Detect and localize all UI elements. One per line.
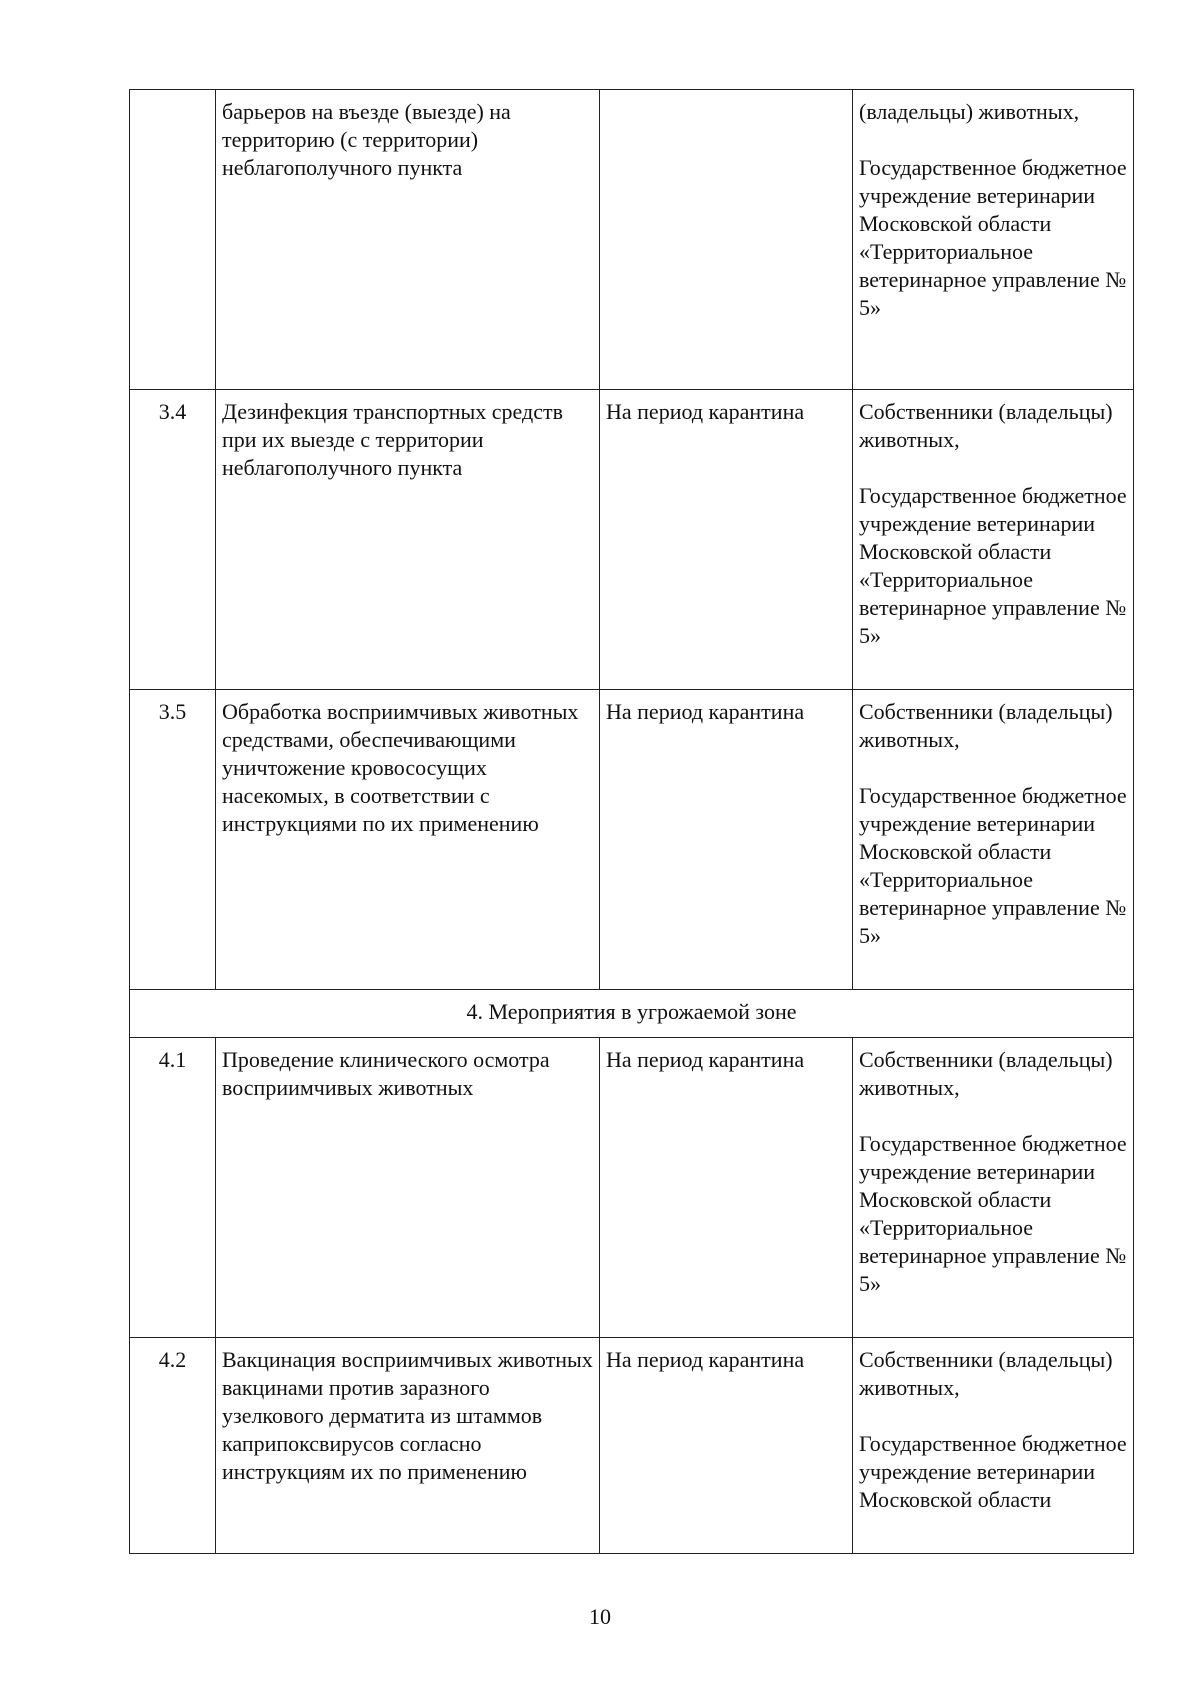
row-number-cell [130,90,216,390]
activity-cell: Обработка восприимчивых животных средствами, обеспечивающими уничтожение кровососущих насекомых, в соответствии с инструкциями по их применению [216,690,600,990]
activity-cell: барьеров на въезде (выезде) на территорию (с территории) неблагополучного пункта [216,90,600,390]
responsible-cell [853,90,1134,390]
responsible-organization: Государственное бюджетное учреждение ветеринарии Московской области «Территориальное ветеринарное управление № 5» [859,783,1127,948]
table-row [130,690,1134,990]
row-number-cell: 3.5 [130,690,216,990]
responsible-organization: Государственное бюджетное учреждение ветеринарии Московской области «Территориальное ветеринарное управление № 5» [859,483,1127,648]
table-row [130,90,1134,390]
period-cell: На период карантина [600,1338,853,1554]
row-number-cell: 4.1 [130,1038,216,1338]
table-row [130,390,1134,690]
responsible-organization: Государственное бюджетное учреждение ветеринарии Московской области «Территориальное ветеринарное управление № 5» [859,1131,1127,1296]
section-header: 4. Мероприятия в угрожаемой зоне [130,990,1134,1038]
period-cell: На период карантина [600,1038,853,1338]
period-cell: На период карантина [600,690,853,990]
table-row [130,1338,1134,1554]
period-cell: На период карантина [600,390,853,690]
table-row [130,1038,1134,1338]
responsible-owners: Собственники (владельцы) животных, [859,1347,1113,1400]
responsible-owners: Собственники (владельцы) животных, [859,399,1113,452]
responsible-owners: Собственники (владельцы) животных, [859,1047,1113,1100]
responsible-organization: Государственное бюджетное учреждение ветеринарии Московской области «Территориальное ветеринарное управление № 5» [859,155,1127,320]
activity-cell: Вакцинация восприимчивых животных вакцинами против заразного узелкового дерматита из штаммов каприпоксвирусов согласно инструкциям их по применению [216,1338,600,1554]
responsible-cell [853,1338,1134,1554]
row-number-cell: 4.2 [130,1338,216,1554]
responsible-cell [853,390,1134,690]
responsible-cell [853,690,1134,990]
period-cell [600,90,853,390]
responsible-owners: Собственники (владельцы) животных, [859,699,1113,752]
responsible-organization: Государственное бюджетное учреждение ветеринарии Московской области [859,1431,1127,1512]
section-header-row [130,990,1134,1038]
activity-cell: Проведение клинического осмотра восприимчивых животных [216,1038,600,1338]
responsible-cell [853,1038,1134,1338]
measures-table [129,89,1134,1554]
responsible-owners: (владельцы) животных, [859,99,1080,124]
row-number-cell: 3.4 [130,390,216,690]
activity-cell: Дезинфекция транспортных средств при их выезде с территории неблагополучного пункта [216,390,600,690]
page-number: 10 [589,1604,611,1629]
